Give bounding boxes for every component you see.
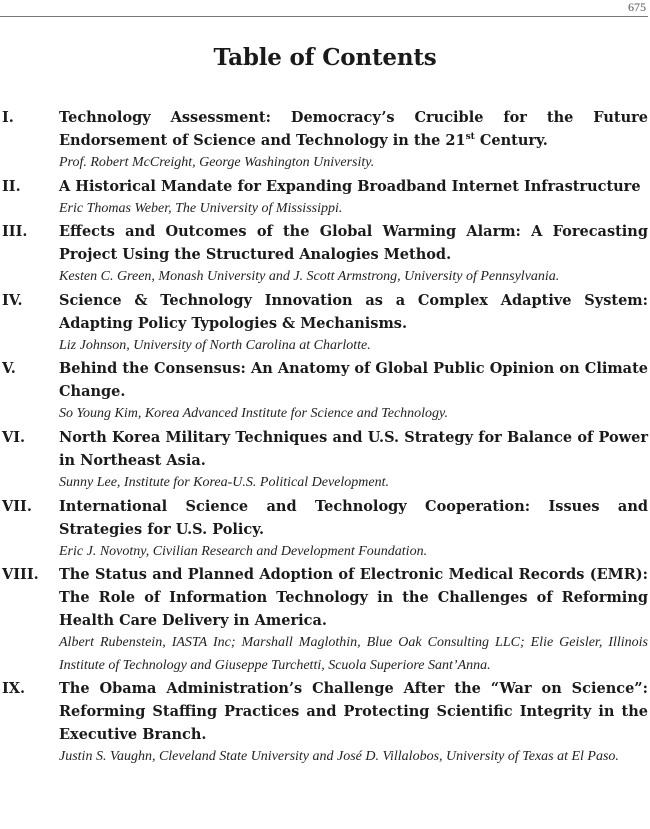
entry-author: Kesten C. Green, Monash University and J. Scott Armstrong, University of Pennsylvania.	[59, 269, 560, 285]
entry-number: V.	[2, 360, 16, 378]
entry-author: Liz Johnson, University of North Carolina at Charlotte.	[59, 337, 371, 353]
toc-entry	[2, 289, 648, 358]
entry-author: Justin S. Vaughn, Cleveland State University and José D. Villalobos, University of Texas at El Paso.	[59, 749, 619, 765]
entry-title-text: Technology Assessment: Democracy’s Crucible for the Future Endorsement of Science and Technology in the 21	[59, 109, 648, 149]
entry-number: VII.	[2, 497, 32, 515]
entry-title: A Historical Mandate for Expanding Broadband Internet Infrastructure	[59, 177, 641, 195]
entry-number: VI.	[2, 428, 26, 446]
table-of-contents	[2, 106, 648, 769]
toc-entry	[2, 563, 648, 677]
entry-number: I.	[2, 109, 14, 126]
entry-author: Prof. Robert McCreight, George Washington University.	[59, 155, 375, 170]
header-rule	[0, 16, 648, 17]
toc-entry	[2, 426, 648, 495]
toc-entry	[2, 495, 648, 564]
toc-entry	[2, 106, 648, 175]
entry-title: The Status and Planned Adoption of Electronic Medical Records (EMR): The Role of Information Technology in the Challenges of Reforming Health Care Delivery in America.	[59, 566, 648, 630]
entry-title: Science & Technology Innovation as a Complex Adaptive System: Adapting Policy Typologies & Mechanisms.	[59, 291, 648, 332]
entry-number: VIII.	[2, 566, 39, 584]
toc-entry	[2, 220, 648, 289]
entry-title	[59, 106, 648, 152]
entry-title: Behind the Consensus: An Anatomy of Global Public Opinion on Climate Change.	[59, 360, 648, 401]
entry-author: Albert Rubenstein, IASTA Inc; Marshall Maglothin, Blue Oak Consulting LLC; Elie Geisler, Illinois Institute of Technology and Giuseppe Turchetti, Scuola Superiore Sant’Anna.	[59, 635, 648, 673]
toc-entry	[2, 677, 648, 769]
toc-entry	[2, 175, 648, 221]
entry-author: Eric Thomas Weber, The University of Mississippi.	[59, 200, 343, 216]
entry-title: International Science and Technology Cooperation: Issues and Strategies for U.S. Policy.	[59, 497, 648, 538]
entry-number: III.	[2, 223, 28, 241]
entry-number: IV.	[2, 291, 23, 309]
entry-author: Sunny Lee, Institute for Korea-U.S. Political Development.	[59, 474, 389, 490]
ordinal-suffix: st	[465, 132, 475, 143]
page-number: 675	[628, 0, 646, 14]
entry-author: So Young Kim, Korea Advanced Institute for Science and Technology.	[59, 406, 448, 422]
entry-number: II.	[2, 177, 21, 195]
toc-entry	[2, 357, 648, 426]
entry-title: North Korea Military Techniques and U.S. Strategy for Balance of Power in Northeast Asia.	[59, 428, 648, 469]
entry-title-end: Century.	[474, 132, 548, 149]
entry-number: IX.	[2, 680, 26, 698]
entry-author: Eric J. Novotny, Civilian Research and Development Foundation.	[59, 543, 428, 559]
page-title: Table of Contents	[213, 44, 437, 71]
entry-title: The Obama Administration’s Challenge After the “War on Science”: Reforming Staffing Practices and Protecting Scientific Integrity in the Executive Branch.	[59, 680, 648, 744]
entry-title: Effects and Outcomes of the Global Warming Alarm: A Forecasting Project Using the Structured Analogies Method.	[59, 223, 648, 264]
